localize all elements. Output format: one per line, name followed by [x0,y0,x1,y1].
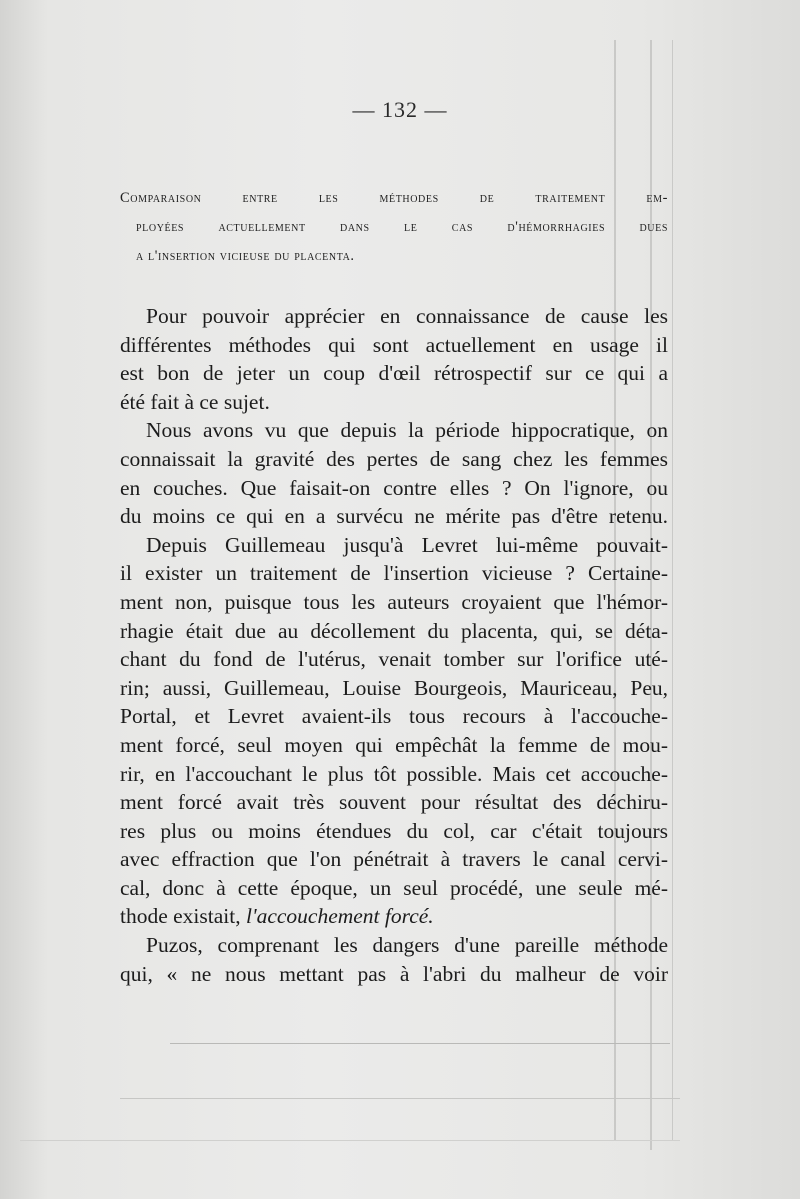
bleed-through-rule [20,1140,680,1141]
text-line: ment forcé, seul moyen qui empêchât la femme de mou- [120,732,668,757]
text-line: avec effraction que l'on pénétrait à travers le canal cervi- [120,847,668,872]
text-line [120,902,668,931]
heading-line: a l'insertion vicieuse du placenta. [136,248,355,264]
text-line: rir, en l'accouchant le plus tôt possible. Mais cet accouche- [120,761,668,786]
text-line: été fait à ce sujet. [120,389,270,414]
text-line: cal, donc à cette époque, un seul procédé, une seule mé- [120,875,668,900]
bleed-through-rule [672,40,673,1140]
text-line: Portal, et Levret avaient-ils tous recours à l'accouche- [120,704,668,729]
text-line: Depuis Guillemeau jusqu'à Levret lui-même pouvait- [146,532,668,557]
text-line: est bon de jeter un coup d'œil rétrospectif sur ce qui a [120,361,668,386]
section-heading [120,184,668,271]
paragraph [120,416,668,530]
text-line: Nous avons vu que depuis la période hippocratique, on [146,418,668,443]
text-line: chant du fond de l'utérus, venait tomber sur l'orifice uté- [120,647,668,672]
text-line: qui, « ne nous mettant pas à l'abri du malheur de voir [120,961,668,986]
text-line: ment non, puisque tous les auteurs croyaient que l'hémor- [120,589,668,614]
heading-line: Comparaison entre les méthodes de traitement em- [120,190,668,206]
bleed-through-rule [170,1043,670,1044]
paragraph [120,302,668,416]
text-line: différentes méthodes qui sont actuellement en usage il [120,332,668,357]
text-line: res plus ou moins étendues du col, car c'était toujours [120,818,668,843]
text-line: en couches. Que faisait-on contre elles ? On l'ignore, ou [120,475,668,500]
page-number: — 132 — [352,97,448,122]
text-line: du moins ce qui en a survécu ne mérite pas d'être retenu. [120,504,668,529]
body-text [120,302,668,988]
heading-line: ployées actuellement dans le cas d'hémorrhagies dues [136,219,668,235]
text-line: il exister un traitement de l'insertion vicieuse ? Certaine- [120,561,668,586]
italic-term: l'accouchement forcé. [246,904,434,929]
text-line: rin; aussi, Guillemeau, Louise Bourgeois, Mauriceau, Peu, [120,675,668,700]
text-line: connaissait la gravité des pertes de sang chez les femmes [120,446,668,471]
text-line: Puzos, comprenant les dangers d'une pareille méthode [146,933,668,958]
paragraph [120,931,668,988]
text-line: Pour pouvoir apprécier en connaissance de cause les [146,304,668,328]
paragraph [120,531,668,931]
bleed-through-rule [120,1098,680,1099]
text-line: rhagie était due au décollement du placenta, qui, se déta- [120,618,668,643]
text-line: ment forcé avait très souvent pour résultat des déchiru- [120,790,668,815]
text-fragment: thode existait, [120,904,241,929]
